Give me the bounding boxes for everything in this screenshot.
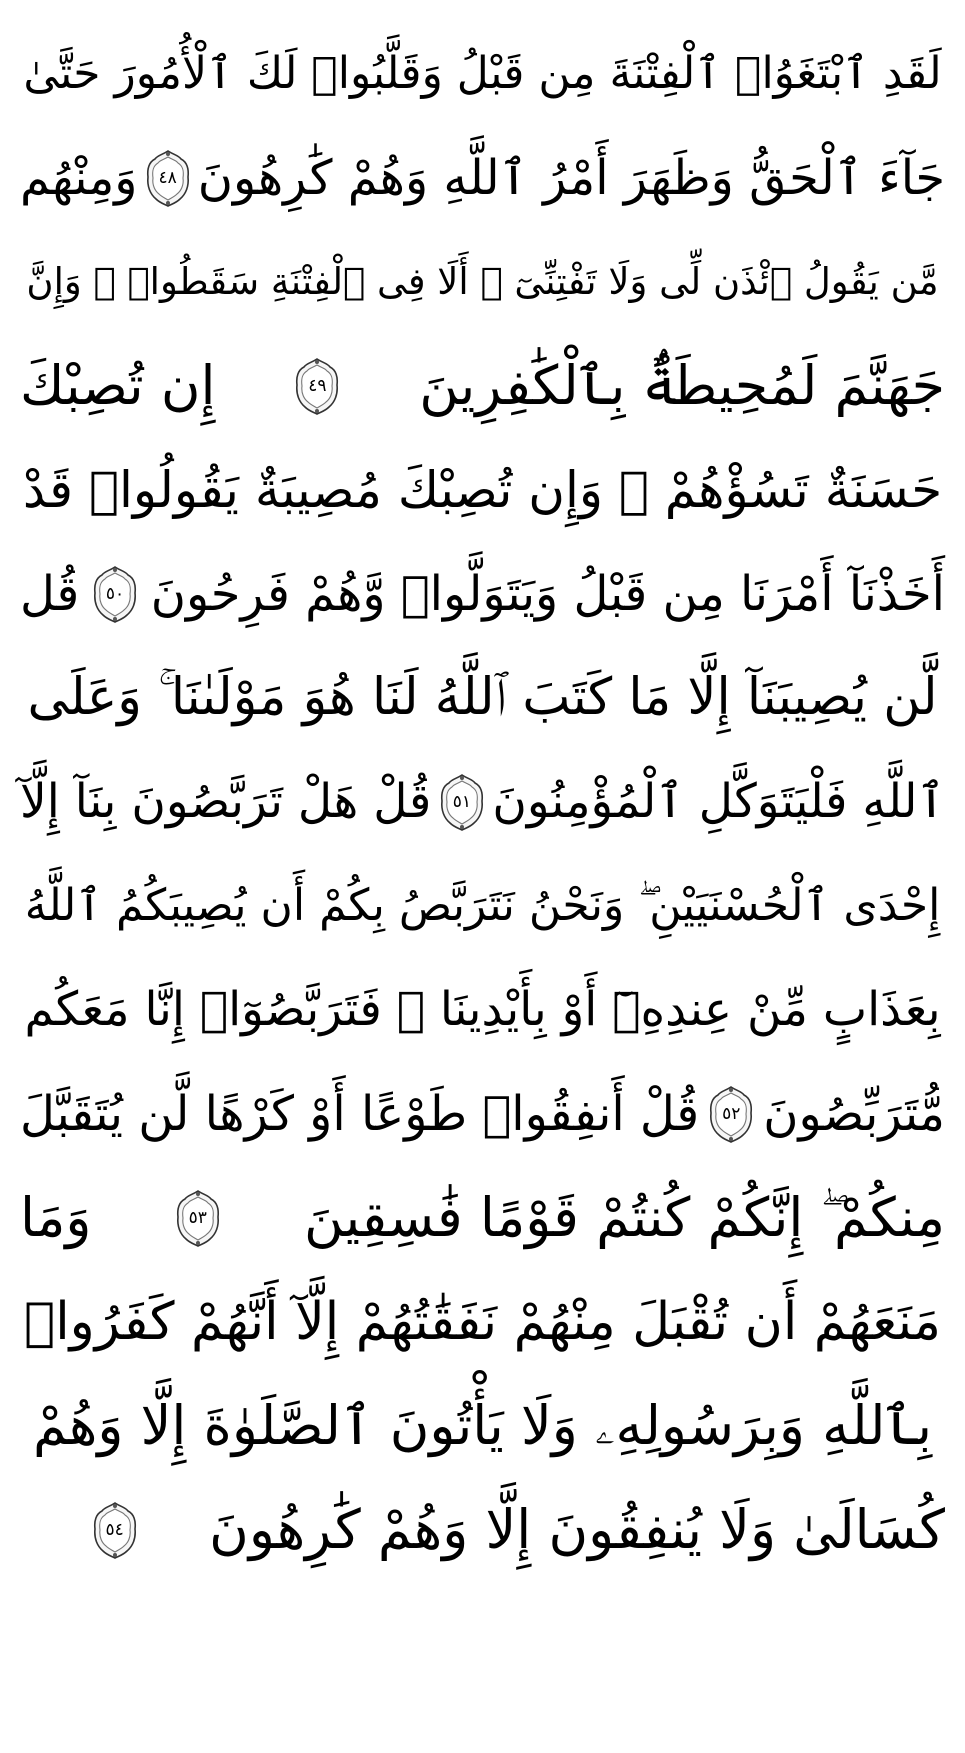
verse-line (20, 22, 945, 126)
verse-line (20, 750, 945, 854)
verse-text: بِٱللَّهِ وَبِرَسُولِهِۦ وَلَا يَأْتُونَ ٱلصَّلَوٰةَ إِلَّا وَهُمْ (32, 1394, 933, 1457)
ayah-number: ٥٣ (188, 1207, 207, 1228)
verse-line (20, 230, 945, 334)
ayah-number: ٤٩ (308, 375, 327, 396)
verse-line (20, 126, 945, 230)
verse-text: لَّن يُصِيبَنَآ إِلَّا مَا كَتَبَ ٱللَّهُ لَنَا هُوَ مَوْلَىٰنَا ۚ وَعَلَى (27, 668, 938, 727)
ayah-number: ٤٨ (158, 167, 177, 188)
verse-line (20, 1166, 945, 1270)
verse-text: أَخَذْنَآ أَمْرَنَا مِن قَبْلُ وَيَتَوَلَّوا۟ وَّهُمْ فَرِحُونَ (150, 566, 945, 622)
verse-text: قُل (20, 566, 80, 622)
verse-text: قُلْ هَلْ تَرَبَّصُونَ بِنَآ إِلَّآ (20, 774, 432, 829)
ayah-number: ٥١ (452, 791, 471, 812)
ayah-number: ٥٤ (105, 1519, 124, 1540)
verse-line (20, 1062, 945, 1166)
verse-text: مَنَعَهُمْ أَن تُقْبَلَ مِنْهُمْ نَفَقَٰتُهُمْ إِلَّآ أَنَّهُمْ كَفَرُوا۟ (24, 1292, 941, 1352)
verse-text: وَمَا (20, 1186, 92, 1249)
ayah-number-marker (92, 565, 138, 623)
verse-text: مَّن يَقُولُ ٱئْذَن لِّى وَلَا تَفْتِنِّىٓ ۚ أَلَا فِى ٱلْفِتْنَةِ سَقَطُوا۟ ۗ وَإِنَّ (26, 260, 939, 303)
verse-text: كُسَالَىٰ وَلَا يُنفِقُونَ إِلَّا وَهُمْ كَٰرِهُونَ (209, 1498, 945, 1561)
verse-text: مِنكُمْ ۖ إِنَّكُمْ كُنتُمْ قَوْمًا فَٰسِقِينَ (304, 1186, 945, 1249)
ayah-number-marker (145, 149, 191, 207)
ayah-number-marker (175, 1189, 221, 1247)
ayah-number-marker (294, 357, 340, 415)
verse-line (20, 334, 945, 438)
verse-line (20, 542, 945, 646)
verse-line (20, 1374, 945, 1478)
verse-text: وَمِنْهُم (20, 150, 138, 206)
verse-text: حَسَنَةٌ تَسُؤْهُمْ ۖ وَإِن تُصِبْكَ مُصِيبَةٌ يَقُولُوا۟ قَدْ (22, 461, 943, 519)
ayah-number-marker (708, 1085, 754, 1143)
verse-line (20, 958, 945, 1062)
verse-text: إِن تُصِبْكَ (20, 354, 216, 417)
verse-text: ٱللَّهِ فَلْيَتَوَكَّلِ ٱلْمُؤْمِنُونَ (492, 774, 945, 829)
ayah-number: ٥٢ (722, 1103, 741, 1124)
verse-text: جَهَنَّمَ لَمُحِيطَةٌۢ بِٱلْكَٰفِرِينَ (419, 354, 945, 417)
verse-text: مُّتَرَبِّصُونَ (763, 1086, 945, 1142)
verse-line (20, 1270, 945, 1374)
verse-text: لَقَدِ ٱبْتَغَوُا۟ ٱلْفِتْنَةَ مِن قَبْلُ وَقَلَّبُوا۟ لَكَ ٱلْأُمُورَ حَتَّىٰ (23, 48, 942, 99)
ayah-number-marker (439, 773, 485, 831)
verse-text: قُلْ أَنفِقُوا۟ طَوْعًا أَوْ كَرْهًا لَّن يُتَقَبَّلَ (20, 1086, 700, 1142)
verse-line (20, 854, 945, 958)
verse-line (20, 646, 945, 750)
verse-line (20, 438, 945, 542)
ayah-number-marker (92, 1501, 138, 1559)
verse-line (20, 1478, 945, 1582)
ayah-number: ٥٠ (105, 583, 125, 604)
verse-text: بِعَذَابٍ مِّنْ عِندِهِۦٓ أَوْ بِأَيْدِينَا ۖ فَتَرَبَّصُوٓا۟ إِنَّا مَعَكُم (24, 982, 941, 1037)
verse-text: جَآءَ ٱلْحَقُّ وَظَهَرَ أَمْرُ ٱللَّهِ وَهُمْ كَٰرِهُونَ (197, 150, 945, 206)
verse-text: إِحْدَى ٱلْحُسْنَيَيْنِ ۖ وَنَحْنُ نَتَرَبَّصُ بِكُمْ أَن يُصِيبَكُمُ ٱللَّهُ (24, 880, 941, 931)
